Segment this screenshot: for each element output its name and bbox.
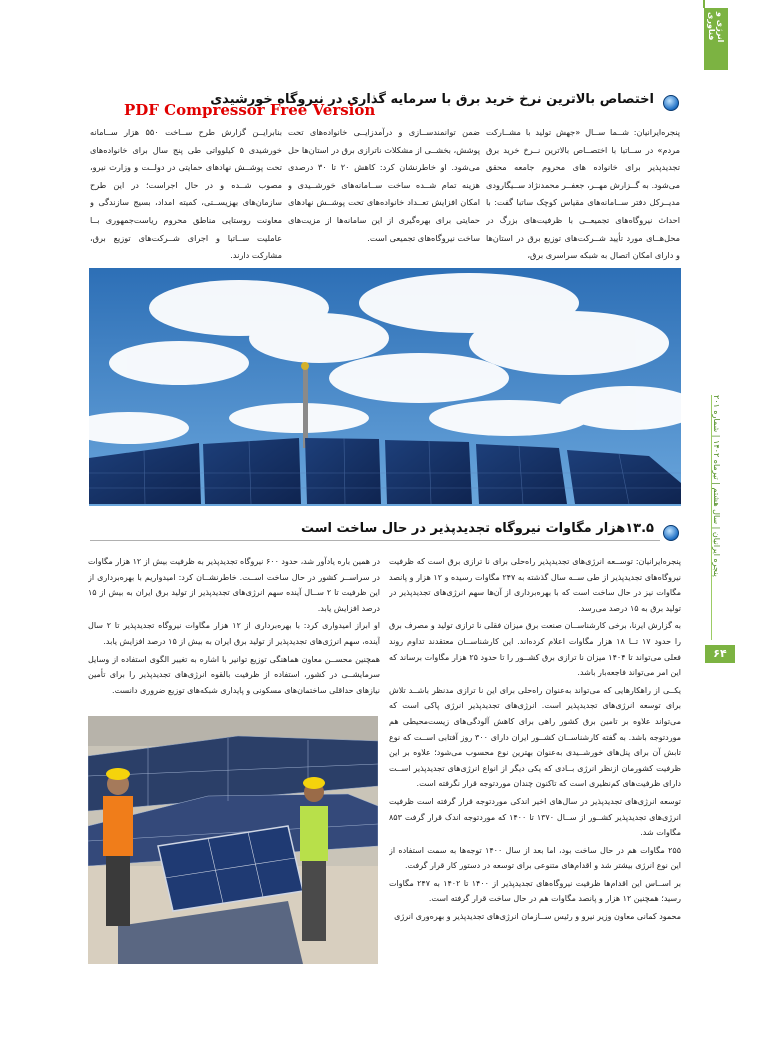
- article1-title: اختصاص بالاترین نرخ خرید برق با سرمایه گذاری در نیروگاه خورشیدی: [210, 92, 654, 107]
- article2-paragraph: ۲۵۵ مگاوات هم در حال ساخت بود، اما بعد از سال ۱۴۰۰ توجه‌ها به سمت استفاده از این نوع انرژی بیشتر شد و اقدام‌های متنوعی برای توسعه در دستور کار قرار گرفت.: [389, 845, 681, 871]
- article1-column-left: [90, 124, 282, 264]
- headline-bullet-icon: [663, 525, 679, 541]
- article1-paragraph: ضمن توانمندســازی و درآمدزایــی خانواده‌های تحت پوشش، بخشــی از مشکلات ناترازی برق در استان‌ها حل می‌شود. او خاطرنشان کرد: کاهش ۲۰ تا ۳۰ درصدی هزینه تمام شــده ساخت ســامانه‌های خورشــیدی و امکان افزایش تعــداد خانواده‌های تحت پوشــش نهادهای حمایتی برای بهره‌گیری از این سامانه‌ها از مزیت‌های ساخت نیروگاه‌های تجمیعی است.: [288, 127, 480, 243]
- watermark-text: PDF Compressor Free Version: [124, 101, 376, 119]
- header-accent: [703, 0, 705, 8]
- article2-paragraph: توسعه انرژی‌های تجدیدپذیر در سال‌های اخیر اندکی موردتوجه قرار گرفته است ظرفیت انرژی‌های تجدیدپذیر کشــور از ســال ۱۳۷۰ تا ۱۴۰۰ که موردتوجه اندک قرار گرفت ۸۵۳ مگاوات شد.: [389, 796, 681, 838]
- article2-paragraph: همچنین محســن معاون هماهنگی توزیع توانیر با اشاره به تغییر الگوی استفاده از وسایل سرمایشــی در کشور، استفاده از ظرفیت بالقوه انرژی‌های تجدیدپذیر را برای تأمین نیازهای حداقلی ساختمان‌های مسکونی و پایداری شبکه‌های توزیع ضروری دانست.: [88, 654, 380, 695]
- solar-farm-photo: [89, 268, 681, 506]
- article2-paragraph: در همین باره یادآور شد، حدود ۶۰۰ نیروگاه تجدیدپذیر به ظرفیت بیش از ۱۲ هزار مگاوات در سراســر کشور در حال ساخت اســت. خاطرنشــان کرد: امیدواریم با بهره‌برداری از این ظرفیت تا ۲ ســال آینده سهم انرژی‌های تجدیدپذیر از تولید برق ایران به بیش از ۱۵ درصد افزایش یابد.: [88, 557, 380, 613]
- article1-column-middle: [288, 124, 480, 264]
- article2-title: ۱۳.۵هزار مگاوات نیروگاه تجدیدپذیر در حال ساخت است: [300, 521, 654, 536]
- headline-rule: [90, 540, 660, 541]
- solar-farm-image: [89, 268, 681, 506]
- headline-bullet-icon: [663, 95, 679, 111]
- page-number: ۶۴: [705, 645, 735, 663]
- article2-paragraph: یکــی از راهکارهایی که می‌تواند به‌عنوان راه‌حلی برای این نا ترازی مدنظر باشــد تلاش برای توسعه انرژی‌های تجدیدپذیر است. انرژی‌های تجدیدپذیر انرژی پاکی است که می‌تواند علاوه بر تامین برق کشور راهی برای کاهش آلودگی‌های زیست‌محیطی هم موردتوجه باشد. به گفته کارشناســان کشــور ایران دارای ۳۰۰ روز آفتابی اســت که نوع تابش آن برای پنل‌های خورشــیدی به‌عنوان بهترین نوع محسوب می‌شود؛ علاوه بر این ظرفیت کشورمان ازنظر انرژی بــادی که یکی دیگر از انواع انرژی‌های تجدیدپذیر اســت دارای ظرفیت‌های کم‌نظیری است که تاکنون چندان موردتوجه قرار نگرفته است.: [389, 685, 681, 789]
- article2-paragraph: او ابراز امیدواری کرد: با بهره‌برداری از ۱۲ هزار مگاوات نیروگاه تجدیدپذیر تا ۲ سال آینده، سهم انرژی‌های تجدیدپذیر از تولید برق ایران به بیش از ۱۵ درصد افزایش یابد.: [88, 621, 380, 646]
- article2-column-left: [88, 554, 380, 714]
- workers-image: [88, 716, 378, 964]
- issue-info: پنجره ایرانیان | سال هشتم | تیرماه ۱۴۰۲ | شماره ۲۰۱: [712, 395, 721, 577]
- article2-paragraph: محمود کمانی معاون وزیر نیرو و رئیس ســازمان انرژی‌های تجدیدپذیر و بهره‌وری انرژی: [394, 912, 681, 922]
- article1-column-right: [486, 124, 680, 264]
- article1-paragraph: پنجره‌ایرانیان: شــما ســال «جهش تولید با مشــارکت مردم» در ســاتبا با اختصــاص بالاترین نــرخ خرید برق تجدیدپذیر برای خانواده های محروم جامعه محقق می‌شود. به گــزارش مهــر، جعفــر محمدنژاد ســیگارودی مدیــرکل دفتر ســامانه‌های مقیاس کوچک ساتبا گفت: با احداث نیروگاه‌های تجمیعــی با ظرفیت‌های بزرگ در محل‌هــای مورد تأیید شــرکت‌های توزیع برق در استان‌ها و دارای امکان اتصال به شبکه سراسری برق،: [486, 127, 680, 261]
- article2-paragraph: به گزارش ایرنا، برخی کارشناســان صنعت برق میزان فقلی نا ترازی تولید و مصرف برق را حدود ۱۷ تــا ۱۸ هزار مگاوات اعلام کرده‌اند. این کارشناســان معتقدند تداوم روند فعلی می‌تواند تا ۱۴۰۴ میزان نا ترازی برق کشــور را تا حدود ۲۵ هزار مگاوات برساند که این امر می‌تواند فاجعه‌بار باشد.: [389, 621, 681, 678]
- article1-paragraph: بنابرایــن گزارش طرح ســاخت ۵۵۰ هزار ســامانه خورشیدی ۵ کیلوواتی طی پنج سال برای خانواده‌های تحت پوشــش نهادهای حمایتی در دولــت و وزارت نیرو، مصوب شــده و در حال اجراست؛ در این طرح سازمان‌های بهزیســتی، کمیته امداد، بسیج سازندگی و معاونت روستایی مناطق محروم ریاست‌جمهوری بــا عاملیت ســاتبا و اجرای شــرکت‌های توزیع برق، مشارکت دارند.: [90, 127, 282, 261]
- article2-paragraph: پنجره‌ایرانیان: توســعه انرژی‌های تجدیدپذیر راه‌حلی برای نا ترازی برق است که ظرفیت نیروگاه‌های تجدیدپذیر از طی ســه سال گذشته به ۲۴۷ مگاوات رسیده و ۱۲ هزار و پانصد مگاوات نیز در حال ساخت است که با بهره‌برداری از آن‌ها سهم انرژی‌های تجدیدپذیر در تولید برق به ۱۵ درصد می‌رسد.: [389, 557, 681, 613]
- article2-column-right: [389, 554, 681, 964]
- workers-installing-panels-photo: [88, 716, 378, 964]
- article2-paragraph: بر اســاس این اقدام‌ها ظرفیت نیروگاه‌های تجدیدپذیر از ۱۴۰۰ تا ۱۴۰۲ به ۲۴۷ مگاوات رسید؛ همچنین ۱۲ هزار و پانصد مگاوات هم در حال ساخت قرار گرفته است.: [389, 878, 681, 904]
- section-tab-label: انرژی و فناوری: [707, 12, 725, 43]
- section-tab: [704, 8, 728, 70]
